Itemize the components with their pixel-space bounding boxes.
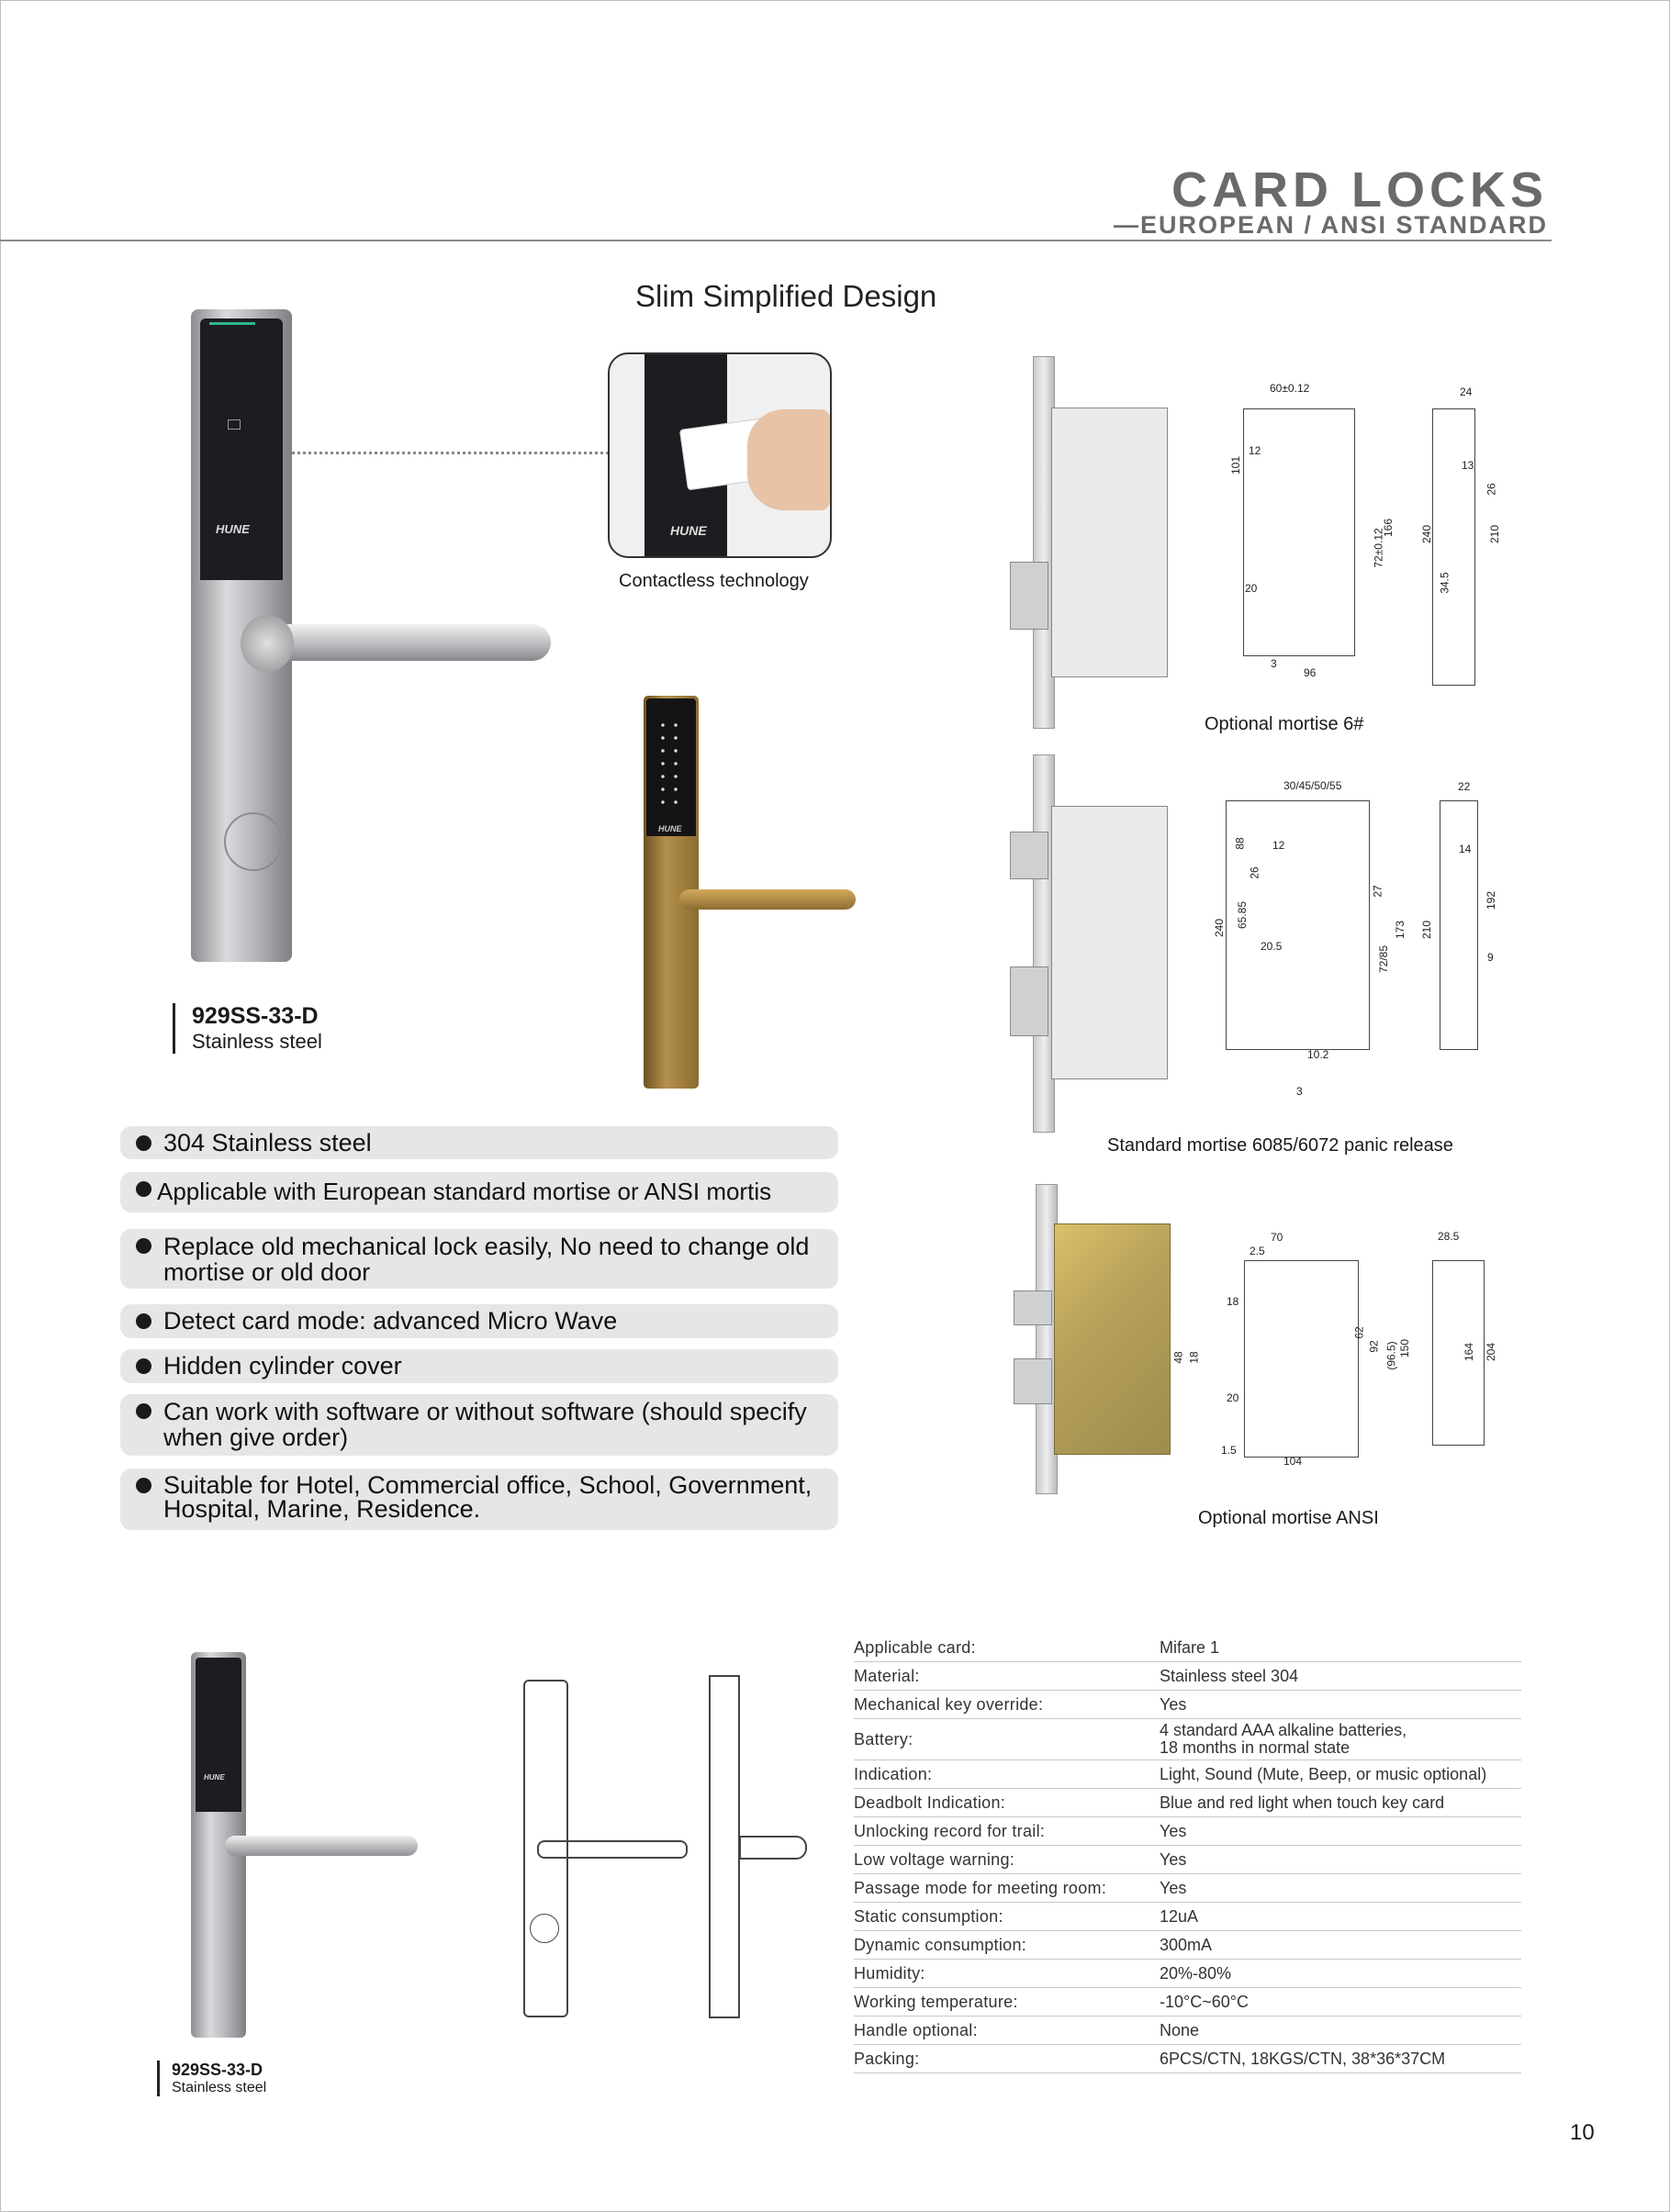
contactless-zoom-image	[608, 352, 832, 558]
spec-row: Humidity: 20%-80%	[854, 1960, 1521, 1988]
spec-row: Dynamic consumption: 300mA	[854, 1931, 1521, 1960]
dimension-label: 20	[1227, 1391, 1239, 1404]
lock-panel	[200, 318, 283, 580]
dimension-label: 192	[1485, 890, 1498, 910]
lock-small-handle	[225, 1836, 418, 1856]
spec-row: Handle optional: None	[854, 2016, 1521, 2045]
dimension-label: 104	[1283, 1455, 1303, 1468]
design-title: Slim Simplified Design	[635, 279, 937, 313]
mortise-6085-caption: Standard mortise 6085/6072 panic release	[1107, 1135, 1453, 1156]
model-material-small: Stainless steel	[172, 2080, 267, 2095]
dimension-label: 18	[1187, 1351, 1201, 1364]
mortise-ansi-side-drawing	[1432, 1260, 1485, 1446]
front-view-handle	[537, 1840, 688, 1859]
dimension-label: 24	[1460, 385, 1473, 398]
spec-row: Static consumption: 12uA	[854, 1903, 1521, 1931]
header-rule	[0, 240, 1552, 241]
feature-item: Applicable with European standard mortise or ANSI mortis	[120, 1172, 838, 1212]
mortise-ansi-faceplate	[1036, 1184, 1056, 1492]
dimension-label: 26	[1485, 483, 1498, 496]
spec-row: Unlocking record for trail: Yes	[854, 1817, 1521, 1846]
mortise-ansi-body	[1054, 1223, 1171, 1455]
model-label	[173, 1003, 322, 1054]
lock-small-panel	[196, 1658, 241, 1812]
mortise-6-caption: Optional mortise 6#	[1205, 714, 1364, 734]
dimension-label: 240	[1213, 918, 1227, 938]
page-subtitle: —EUROPEAN / ANSI STANDARD	[1113, 211, 1548, 239]
handle-rose	[241, 615, 294, 672]
dimension-label: 210	[1488, 524, 1502, 544]
zoom-brand-logo: HUNE	[670, 523, 707, 538]
mortise-ansi-drawing	[1244, 1260, 1359, 1458]
dimension-label: 27	[1371, 885, 1384, 898]
spec-table	[854, 1634, 1521, 2073]
dimension-label: 65.85	[1236, 900, 1250, 930]
zoom-caption: Contactless technology	[619, 571, 809, 591]
side-view-handle	[739, 1836, 807, 1860]
dimension-label: 20.5	[1261, 940, 1283, 953]
mortise-6-latch	[1010, 562, 1048, 630]
spec-row: Battery: 4 standard AAA alkaline batteries, 18 months in normal state	[854, 1719, 1521, 1760]
mortise-6085-side-drawing	[1440, 800, 1478, 1050]
dimension-label: 48	[1171, 1351, 1185, 1364]
dimension-label: 210	[1420, 920, 1434, 940]
dimension-label: 173	[1394, 920, 1407, 940]
led-strip	[209, 322, 255, 325]
mortise-6-body	[1051, 408, 1168, 677]
dimension-label: 9	[1487, 951, 1494, 964]
dimension-label: 12	[1272, 839, 1285, 852]
dimension-label: 12	[1249, 444, 1261, 457]
model-number-small: 929SS-33-D	[172, 2061, 263, 2079]
dimension-label: 240	[1420, 524, 1434, 544]
mortise-6085-deadbolt	[1010, 966, 1048, 1036]
feature-item: Detect card mode: advanced Micro Wave	[120, 1304, 838, 1338]
dimension-label: 14	[1459, 843, 1472, 855]
mortise-6085-latch	[1010, 832, 1048, 879]
mortise-ansi-deadbolt	[1014, 1358, 1052, 1404]
gold-brand-logo: HUNE	[658, 824, 682, 833]
card-reader-icon	[228, 419, 241, 430]
dimension-label: 28.5	[1438, 1230, 1460, 1243]
front-view-cylinder	[530, 1914, 559, 1943]
feature-item: Replace old mechanical lock easily, No need to change old mortise or old door	[120, 1229, 838, 1289]
dimension-label: 34.5	[1438, 572, 1451, 594]
dimension-label: 92	[1367, 1340, 1381, 1353]
dimension-label: 70	[1271, 1231, 1283, 1244]
page-number: 10	[1570, 2120, 1595, 2145]
cylinder-cover	[224, 812, 283, 871]
feature-item: Can work with software or without software (should specify when give order)	[120, 1394, 838, 1456]
feature-item: Suitable for Hotel, Commercial office, School, Government, Hospital, Marine, Residence.	[120, 1469, 838, 1530]
dimension-label: 62	[1352, 1326, 1366, 1339]
zoom-connector	[292, 452, 609, 454]
dimension-label: 2.5	[1250, 1245, 1265, 1257]
page-title: CARD LOCKS	[1171, 162, 1548, 218]
dimension-label: 22	[1458, 780, 1471, 793]
mortise-ansi-caption: Optional mortise ANSI	[1198, 1508, 1379, 1528]
spec-row: Material: Stainless steel 304	[854, 1662, 1521, 1691]
mortise-6-side-drawing	[1432, 408, 1475, 686]
dimension-label: 88	[1233, 837, 1247, 850]
dimension-label: (96.5)	[1384, 1341, 1398, 1370]
dimension-label: 150	[1398, 1338, 1412, 1358]
dimension-label: 164	[1463, 1342, 1476, 1362]
mortise-6085-body	[1051, 806, 1168, 1079]
spec-row: Packing: 6PCS/CTN, 18KGS/CTN, 38*36*37CM	[854, 2045, 1521, 2073]
spec-row: Mechanical key override: Yes	[854, 1691, 1521, 1719]
dimension-label: 10.2	[1307, 1048, 1329, 1061]
spec-row: Indication: Light, Sound (Mute, Beep, or music optional)	[854, 1760, 1521, 1789]
spec-row: Working temperature: -10°C~60°C	[854, 1988, 1521, 2016]
model-label-small	[157, 2061, 266, 2096]
mortise-6-faceplate	[1033, 356, 1053, 727]
dimension-label: 101	[1229, 455, 1243, 475]
dimension-label: 30/45/50/55	[1283, 779, 1342, 792]
dimension-label: 18	[1227, 1295, 1239, 1308]
feature-item: 304 Stainless steel	[120, 1126, 838, 1159]
dimension-label: 166	[1382, 518, 1395, 538]
dimension-label: 60±0.12	[1270, 382, 1310, 395]
feature-item: Hidden cylinder cover	[120, 1349, 838, 1383]
hand	[747, 409, 830, 510]
dimension-label: 1.5	[1221, 1444, 1237, 1457]
lock-small-brand: HUNE	[204, 1773, 225, 1782]
dimension-label: 3	[1271, 657, 1277, 670]
dimension-label: 72±0.12	[1372, 528, 1385, 568]
spec-row: Applicable card: Mifare 1	[854, 1634, 1521, 1662]
model-number: 929SS-33-D	[192, 1003, 319, 1029]
spec-row: Low voltage warning: Yes	[854, 1846, 1521, 1874]
gold-handle	[679, 889, 856, 910]
dimension-label: 3	[1296, 1085, 1303, 1098]
brand-logo: HUNE	[216, 522, 250, 536]
mortise-6085-faceplate	[1033, 754, 1053, 1131]
keypad	[656, 719, 684, 810]
spec-row: Deadbolt Indication: Blue and red light when touch key card	[854, 1789, 1521, 1817]
spec-row: Passage mode for meeting room: Yes	[854, 1874, 1521, 1903]
side-view-drawing	[709, 1675, 740, 2018]
dimension-label: 20	[1245, 582, 1258, 595]
mortise-ansi-latch	[1014, 1290, 1052, 1325]
dimension-label: 72/85	[1377, 944, 1391, 974]
dimension-label: 13	[1462, 459, 1474, 472]
dimension-label: 26	[1248, 866, 1261, 879]
model-material: Stainless steel	[192, 1030, 322, 1053]
dimension-label: 204	[1485, 1342, 1498, 1362]
dimension-label: 96	[1304, 666, 1317, 679]
